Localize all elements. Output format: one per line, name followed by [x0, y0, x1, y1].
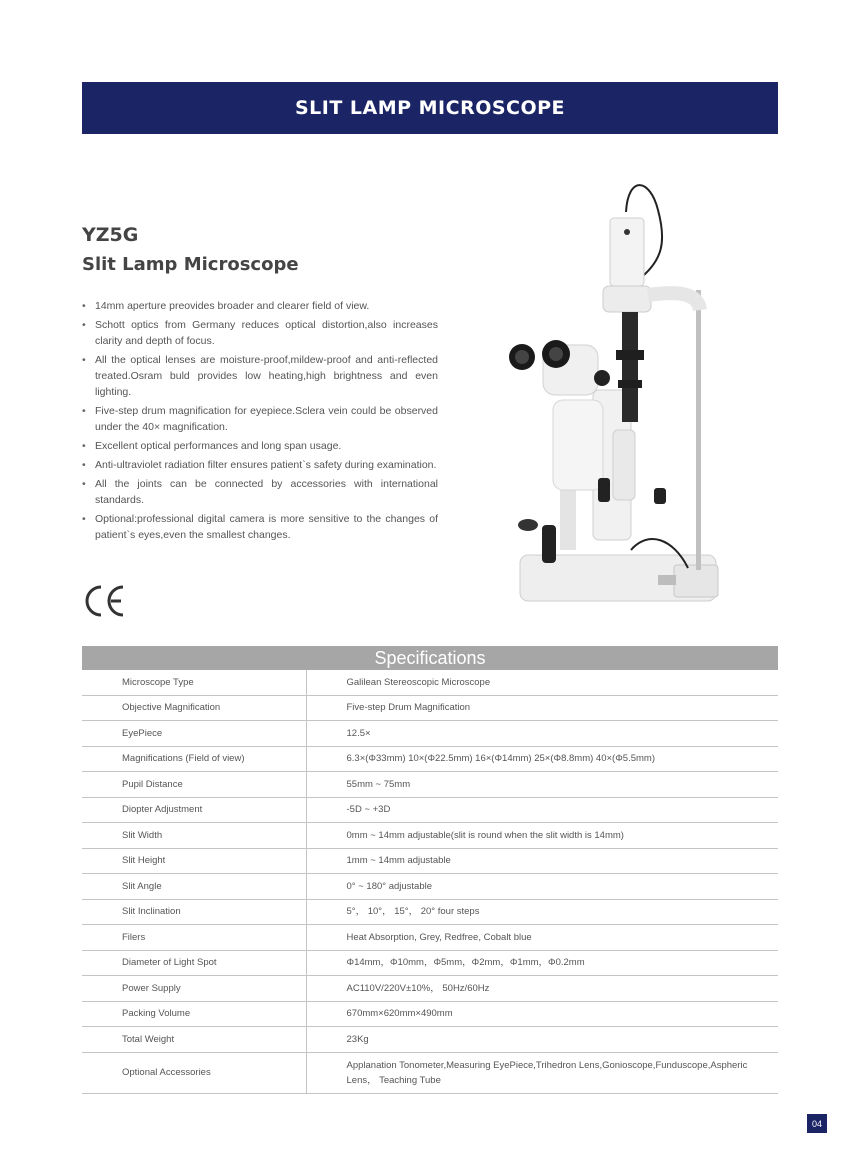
feature-list	[82, 298, 438, 546]
specifications-header	[82, 646, 778, 670]
spec-label: Optional Accessories	[82, 1052, 306, 1093]
table-row	[82, 823, 778, 849]
spec-value: 55mm ~ 75mm	[306, 772, 778, 798]
feature-item: • All the optical lenses are moisture-proof,mildew-proof and anti-reflected treated.Osram buld provides low heating,high brightness and even lighting.	[82, 352, 438, 400]
spec-value: Applanation Tonometer,Measuring EyePiece,Trihedron Lens,Gonioscope,Funduscope,Aspheric Lens， Teaching Tube	[306, 1052, 778, 1093]
spec-label: Filers	[82, 925, 306, 951]
table-row	[82, 695, 778, 721]
table-row	[82, 848, 778, 874]
table-row	[82, 746, 778, 772]
spec-label: Objective Magnification	[82, 695, 306, 721]
spec-value: 5°， 10°， 15°， 20° four steps	[306, 899, 778, 925]
table-row	[82, 925, 778, 951]
specifications-table	[82, 670, 778, 1094]
table-row	[82, 950, 778, 976]
table-row	[82, 797, 778, 823]
spec-value: Φ14mm，Φ10mm，Φ5mm，Φ2mm，Φ1mm，Φ0.2mm	[306, 950, 778, 976]
specifications-title: Specifications	[374, 647, 486, 668]
product-model: YZ5G	[82, 224, 139, 246]
feature-item: • Excellent optical performances and long span usage.	[82, 438, 438, 454]
title-banner	[82, 82, 778, 134]
spec-label: Diopter Adjustment	[82, 797, 306, 823]
feature-item: • Anti-ultraviolet radiation filter ensures patient`s safety during examination.	[82, 457, 438, 473]
spec-label: Pupil Distance	[82, 772, 306, 798]
table-row	[82, 1052, 778, 1093]
spec-value: 0° ~ 180° adjustable	[306, 874, 778, 900]
slit-lamp-photo	[498, 170, 738, 615]
spec-value: Heat Absorption, Grey, Redfree, Cobalt blue	[306, 925, 778, 951]
spec-label: Packing Volume	[82, 1001, 306, 1027]
table-row	[82, 772, 778, 798]
spec-label: EyePiece	[82, 721, 306, 747]
spec-value: Galilean Stereoscopic Microscope	[306, 670, 778, 695]
ce-mark-icon	[82, 583, 128, 624]
table-row	[82, 899, 778, 925]
spec-value: 12.5×	[306, 721, 778, 747]
spec-value: 0mm ~ 14mm adjustable(slit is round when the slit width is 14mm)	[306, 823, 778, 849]
feature-item: • Schott optics from Germany reduces optical distortion,also increases clarity and depth of focus.	[82, 317, 438, 349]
spec-value: AC110V/220V±10%， 50Hz/60Hz	[306, 976, 778, 1002]
table-row	[82, 976, 778, 1002]
spec-label: Slit Inclination	[82, 899, 306, 925]
spec-label: Diameter of Light Spot	[82, 950, 306, 976]
spec-label: Slit Width	[82, 823, 306, 849]
spec-label: Microscope Type	[82, 670, 306, 695]
table-row	[82, 721, 778, 747]
spec-value: 23Kg	[306, 1027, 778, 1053]
table-row	[82, 1001, 778, 1027]
feature-item: • 14mm aperture preovides broader and clearer field of view.	[82, 298, 438, 314]
feature-item: • All the joints can be connected by accessories with international standards.	[82, 476, 438, 508]
table-row	[82, 874, 778, 900]
spec-label: Magnifications (Field of view)	[82, 746, 306, 772]
spec-value: 6.3×(Φ33mm) 10×(Φ22.5mm) 16×(Φ14mm) 25×(Φ8.8mm) 40×(Φ5.5mm)	[306, 746, 778, 772]
spec-label: Power Supply	[82, 976, 306, 1002]
feature-item: • Optional:professional digital camera is more sensitive to the changes of patient`s eyes,even the smallest changes.	[82, 511, 438, 543]
spec-value: -5D ~ +3D	[306, 797, 778, 823]
table-row	[82, 1027, 778, 1053]
feature-item: • Five-step drum magnification for eyepiece.Sclera vein could be observed under the 40× magnification.	[82, 403, 438, 435]
table-row	[82, 670, 778, 695]
spec-value: 1mm ~ 14mm adjustable	[306, 848, 778, 874]
spec-label: Slit Angle	[82, 874, 306, 900]
spec-value: 670mm×620mm×490mm	[306, 1001, 778, 1027]
spec-label: Slit Height	[82, 848, 306, 874]
banner-title: SLIT LAMP MICROSCOPE	[294, 97, 566, 119]
product-name: Slit Lamp Microscope	[82, 254, 299, 275]
spec-value: Five-step Drum Magnification	[306, 695, 778, 721]
page-number: 04	[807, 1114, 827, 1133]
spec-label: Total Weight	[82, 1027, 306, 1053]
